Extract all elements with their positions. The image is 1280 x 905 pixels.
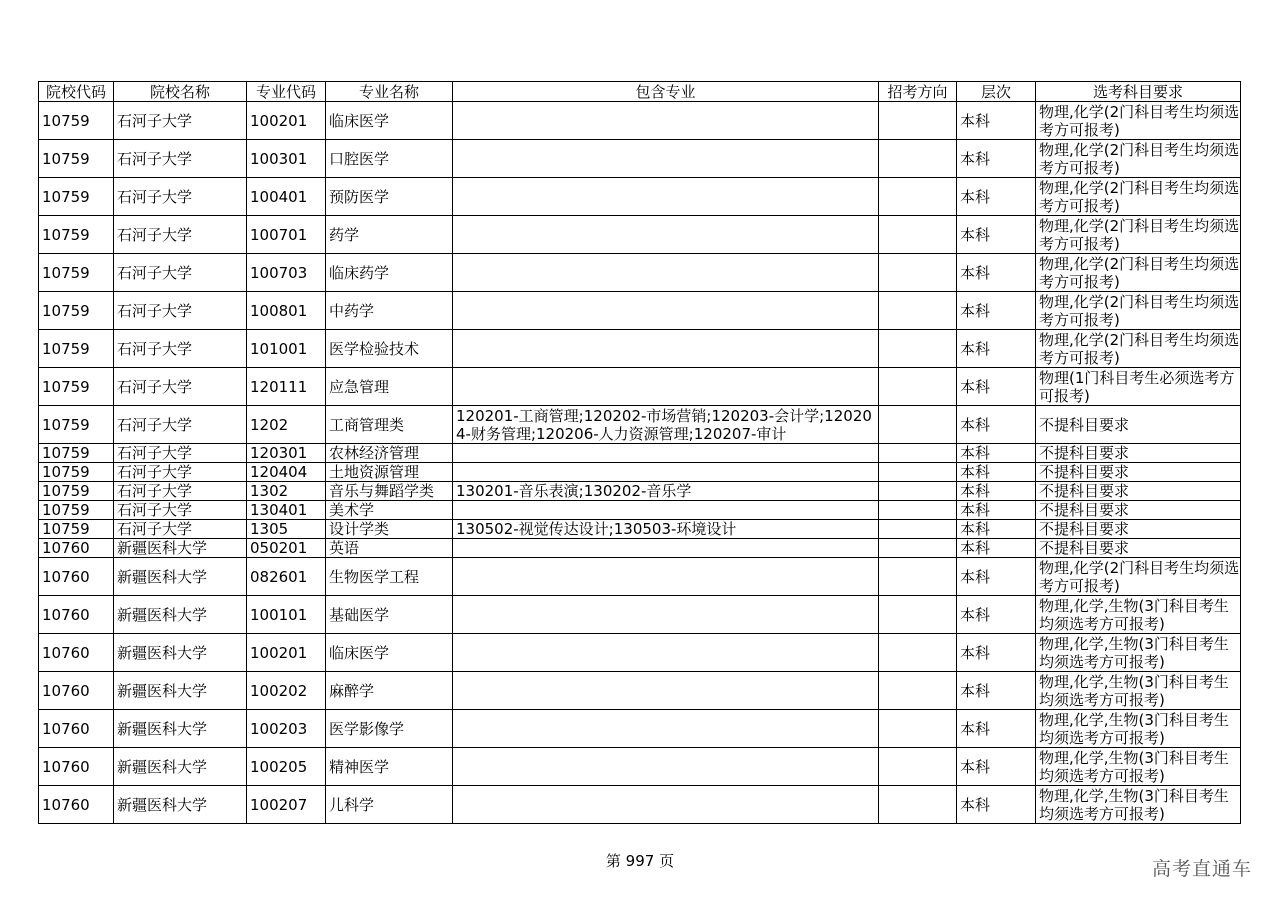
cell-level: 本科	[957, 558, 1036, 596]
cell-direction	[879, 748, 957, 786]
cell-school-code: 10759	[39, 216, 114, 254]
cell-level: 本科	[957, 102, 1036, 140]
cell-direction	[879, 102, 957, 140]
cell-subject-requirement: 不提科目要求	[1036, 406, 1241, 444]
table-row	[39, 254, 1241, 292]
cell-level: 本科	[957, 501, 1036, 520]
cell-major-code: 100401	[247, 178, 326, 216]
header-level: 层次	[957, 82, 1036, 102]
cell-level: 本科	[957, 748, 1036, 786]
cell-level: 本科	[957, 178, 1036, 216]
cell-major-code: 100801	[247, 292, 326, 330]
cell-major-name: 麻醉学	[326, 672, 453, 710]
cell-direction	[879, 672, 957, 710]
header-row	[39, 82, 1241, 102]
cell-direction	[879, 539, 957, 558]
cell-school-name: 石河子大学	[114, 178, 247, 216]
cell-school-name: 石河子大学	[114, 216, 247, 254]
cell-subject-requirement: 不提科目要求	[1036, 501, 1241, 520]
cell-level: 本科	[957, 539, 1036, 558]
cell-level: 本科	[957, 216, 1036, 254]
cell-level: 本科	[957, 634, 1036, 672]
cell-school-name: 石河子大学	[114, 482, 247, 501]
cell-direction	[879, 463, 957, 482]
cell-school-name: 石河子大学	[114, 368, 247, 406]
cell-school-name: 石河子大学	[114, 254, 247, 292]
cell-subject-requirement: 物理,化学(2门科目考生均须选考方可报考)	[1036, 178, 1241, 216]
cell-included-majors	[453, 672, 879, 710]
cell-major-name: 临床医学	[326, 102, 453, 140]
cell-major-code: 120404	[247, 463, 326, 482]
cell-subject-requirement: 物理,化学(2门科目考生均须选考方可报考)	[1036, 292, 1241, 330]
cell-subject-requirement: 物理,化学,生物(3门科目考生均须选考方可报考)	[1036, 596, 1241, 634]
cell-direction	[879, 216, 957, 254]
cell-subject-requirement: 不提科目要求	[1036, 444, 1241, 463]
cell-major-name: 农林经济管理	[326, 444, 453, 463]
cell-major-name: 英语	[326, 539, 453, 558]
cell-major-code: 100201	[247, 634, 326, 672]
table-row	[39, 292, 1241, 330]
header-school-name: 院校名称	[114, 82, 247, 102]
cell-school-code: 10760	[39, 748, 114, 786]
cell-school-name: 石河子大学	[114, 520, 247, 539]
cell-school-name: 石河子大学	[114, 102, 247, 140]
cell-subject-requirement: 不提科目要求	[1036, 463, 1241, 482]
cell-subject-requirement: 物理,化学(2门科目考生均须选考方可报考)	[1036, 254, 1241, 292]
table-row	[39, 368, 1241, 406]
cell-direction	[879, 710, 957, 748]
cell-major-name: 音乐与舞蹈学类	[326, 482, 453, 501]
cell-major-code: 100202	[247, 672, 326, 710]
cell-direction	[879, 368, 957, 406]
cell-school-code: 10759	[39, 406, 114, 444]
cell-included-majors: 130502-视觉传达设计;130503-环境设计	[453, 520, 879, 539]
cell-subject-requirement: 物理,化学,生物(3门科目考生均须选考方可报考)	[1036, 748, 1241, 786]
cell-major-name: 医学影像学	[326, 710, 453, 748]
cell-school-name: 新疆医科大学	[114, 596, 247, 634]
cell-subject-requirement: 物理,化学(2门科目考生均须选考方可报考)	[1036, 330, 1241, 368]
table-row	[39, 178, 1241, 216]
cell-level: 本科	[957, 292, 1036, 330]
cell-level: 本科	[957, 368, 1036, 406]
cell-level: 本科	[957, 140, 1036, 178]
cell-included-majors	[453, 710, 879, 748]
cell-subject-requirement: 物理,化学,生物(3门科目考生均须选考方可报考)	[1036, 710, 1241, 748]
table-row	[39, 102, 1241, 140]
cell-level: 本科	[957, 710, 1036, 748]
table-row	[39, 710, 1241, 748]
cell-included-majors	[453, 216, 879, 254]
cell-subject-requirement: 物理,化学,生物(3门科目考生均须选考方可报考)	[1036, 672, 1241, 710]
cell-school-code: 10759	[39, 292, 114, 330]
header-included-majors: 包含专业	[453, 82, 879, 102]
cell-major-name: 基础医学	[326, 596, 453, 634]
cell-included-majors	[453, 140, 879, 178]
cell-major-code: 101001	[247, 330, 326, 368]
cell-school-code: 10759	[39, 102, 114, 140]
cell-included-majors	[453, 330, 879, 368]
cell-major-code: 082601	[247, 558, 326, 596]
header-major-code: 专业代码	[247, 82, 326, 102]
cell-major-code: 120301	[247, 444, 326, 463]
table-row	[39, 330, 1241, 368]
cell-school-name: 新疆医科大学	[114, 558, 247, 596]
cell-school-code: 10760	[39, 672, 114, 710]
table-row	[39, 520, 1241, 539]
cell-school-code: 10760	[39, 596, 114, 634]
table-row	[39, 539, 1241, 558]
cell-included-majors	[453, 254, 879, 292]
cell-direction	[879, 254, 957, 292]
cell-major-name: 工商管理类	[326, 406, 453, 444]
table-row	[39, 786, 1241, 824]
table-row	[39, 482, 1241, 501]
cell-school-code: 10760	[39, 539, 114, 558]
cell-direction	[879, 501, 957, 520]
cell-level: 本科	[957, 444, 1036, 463]
cell-school-name: 石河子大学	[114, 463, 247, 482]
cell-included-majors	[453, 539, 879, 558]
cell-major-code: 120111	[247, 368, 326, 406]
cell-school-name: 石河子大学	[114, 406, 247, 444]
cell-direction	[879, 140, 957, 178]
cell-major-code: 100207	[247, 786, 326, 824]
cell-direction	[879, 634, 957, 672]
cell-school-name: 石河子大学	[114, 140, 247, 178]
table-row	[39, 216, 1241, 254]
cell-school-code: 10759	[39, 140, 114, 178]
cell-school-code: 10760	[39, 634, 114, 672]
cell-major-name: 儿科学	[326, 786, 453, 824]
cell-included-majors	[453, 634, 879, 672]
cell-direction	[879, 178, 957, 216]
cell-school-name: 石河子大学	[114, 501, 247, 520]
cell-school-code: 10759	[39, 501, 114, 520]
admissions-table	[38, 81, 1241, 824]
cell-school-code: 10759	[39, 444, 114, 463]
cell-school-code: 10759	[39, 482, 114, 501]
cell-level: 本科	[957, 330, 1036, 368]
cell-included-majors	[453, 501, 879, 520]
cell-major-code: 100701	[247, 216, 326, 254]
cell-major-name: 口腔医学	[326, 140, 453, 178]
cell-school-name: 石河子大学	[114, 292, 247, 330]
cell-school-code: 10759	[39, 330, 114, 368]
cell-direction	[879, 482, 957, 501]
table-row	[39, 463, 1241, 482]
cell-included-majors: 130201-音乐表演;130202-音乐学	[453, 482, 879, 501]
header-direction: 招考方向	[879, 82, 957, 102]
cell-major-code: 100201	[247, 102, 326, 140]
cell-school-name: 新疆医科大学	[114, 672, 247, 710]
cell-school-name: 新疆医科大学	[114, 539, 247, 558]
cell-included-majors	[453, 102, 879, 140]
cell-subject-requirement: 物理,化学(2门科目考生均须选考方可报考)	[1036, 216, 1241, 254]
cell-included-majors	[453, 178, 879, 216]
cell-major-code: 100205	[247, 748, 326, 786]
cell-subject-requirement: 物理,化学,生物(3门科目考生均须选考方可报考)	[1036, 786, 1241, 824]
cell-level: 本科	[957, 406, 1036, 444]
table-row	[39, 672, 1241, 710]
cell-major-code: 100203	[247, 710, 326, 748]
cell-school-code: 10759	[39, 178, 114, 216]
page-number: 第 997 页	[605, 852, 675, 870]
cell-level: 本科	[957, 672, 1036, 710]
cell-major-name: 预防医学	[326, 178, 453, 216]
cell-school-code: 10759	[39, 463, 114, 482]
cell-subject-requirement: 物理,化学,生物(3门科目考生均须选考方可报考)	[1036, 634, 1241, 672]
header-major-name: 专业名称	[326, 82, 453, 102]
cell-major-code: 1202	[247, 406, 326, 444]
cell-major-code: 100101	[247, 596, 326, 634]
cell-included-majors	[453, 786, 879, 824]
cell-included-majors	[453, 368, 879, 406]
watermark-text: 高考直通车	[1151, 858, 1252, 880]
cell-school-name: 石河子大学	[114, 330, 247, 368]
table-row	[39, 140, 1241, 178]
cell-major-name: 土地资源管理	[326, 463, 453, 482]
table-row	[39, 634, 1241, 672]
table-row	[39, 406, 1241, 444]
cell-major-name: 临床医学	[326, 634, 453, 672]
header-subject-requirement: 选考科目要求	[1036, 82, 1241, 102]
cell-school-code: 10760	[39, 710, 114, 748]
cell-major-name: 生物医学工程	[326, 558, 453, 596]
cell-major-code: 1302	[247, 482, 326, 501]
table-body	[39, 102, 1241, 824]
cell-included-majors	[453, 463, 879, 482]
cell-school-code: 10759	[39, 254, 114, 292]
cell-major-name: 精神医学	[326, 748, 453, 786]
cell-included-majors	[453, 444, 879, 463]
cell-subject-requirement: 不提科目要求	[1036, 539, 1241, 558]
cell-level: 本科	[957, 482, 1036, 501]
cell-level: 本科	[957, 254, 1036, 292]
table-row	[39, 748, 1241, 786]
cell-included-majors	[453, 748, 879, 786]
cell-direction	[879, 406, 957, 444]
cell-level: 本科	[957, 596, 1036, 634]
cell-subject-requirement: 物理,化学(2门科目考生均须选考方可报考)	[1036, 102, 1241, 140]
cell-major-name: 设计学类	[326, 520, 453, 539]
cell-level: 本科	[957, 520, 1036, 539]
table-row	[39, 444, 1241, 463]
cell-major-name: 医学检验技术	[326, 330, 453, 368]
cell-school-name: 石河子大学	[114, 444, 247, 463]
cell-direction	[879, 786, 957, 824]
cell-school-name: 新疆医科大学	[114, 748, 247, 786]
cell-included-majors: 120201-工商管理;120202-市场营销;120203-会计学;120204-财务管理;120206-人力资源管理;120207-审计	[453, 406, 879, 444]
cell-major-name: 药学	[326, 216, 453, 254]
cell-subject-requirement: 物理,化学(2门科目考生均须选考方可报考)	[1036, 140, 1241, 178]
cell-major-name: 临床药学	[326, 254, 453, 292]
cell-major-code: 130401	[247, 501, 326, 520]
cell-school-name: 新疆医科大学	[114, 786, 247, 824]
cell-school-code: 10759	[39, 520, 114, 539]
cell-major-name: 美术学	[326, 501, 453, 520]
cell-direction	[879, 444, 957, 463]
cell-included-majors	[453, 558, 879, 596]
header-school-code: 院校代码	[39, 82, 114, 102]
cell-school-code: 10759	[39, 368, 114, 406]
cell-included-majors	[453, 292, 879, 330]
cell-direction	[879, 596, 957, 634]
cell-level: 本科	[957, 786, 1036, 824]
cell-school-code: 10760	[39, 786, 114, 824]
cell-direction	[879, 292, 957, 330]
cell-school-code: 10760	[39, 558, 114, 596]
cell-included-majors	[453, 596, 879, 634]
cell-subject-requirement: 物理,化学(2门科目考生均须选考方可报考)	[1036, 558, 1241, 596]
cell-school-name: 新疆医科大学	[114, 634, 247, 672]
cell-major-code: 1305	[247, 520, 326, 539]
table-row	[39, 558, 1241, 596]
table-row	[39, 596, 1241, 634]
cell-major-name: 中药学	[326, 292, 453, 330]
cell-subject-requirement: 物理(1门科目考生必须选考方可报考)	[1036, 368, 1241, 406]
cell-major-code: 050201	[247, 539, 326, 558]
table-row	[39, 501, 1241, 520]
cell-major-name: 应急管理	[326, 368, 453, 406]
cell-direction	[879, 520, 957, 539]
cell-major-code: 100301	[247, 140, 326, 178]
cell-direction	[879, 330, 957, 368]
cell-major-code: 100703	[247, 254, 326, 292]
cell-subject-requirement: 不提科目要求	[1036, 520, 1241, 539]
cell-direction	[879, 558, 957, 596]
cell-level: 本科	[957, 463, 1036, 482]
cell-school-name: 新疆医科大学	[114, 710, 247, 748]
cell-subject-requirement: 不提科目要求	[1036, 482, 1241, 501]
